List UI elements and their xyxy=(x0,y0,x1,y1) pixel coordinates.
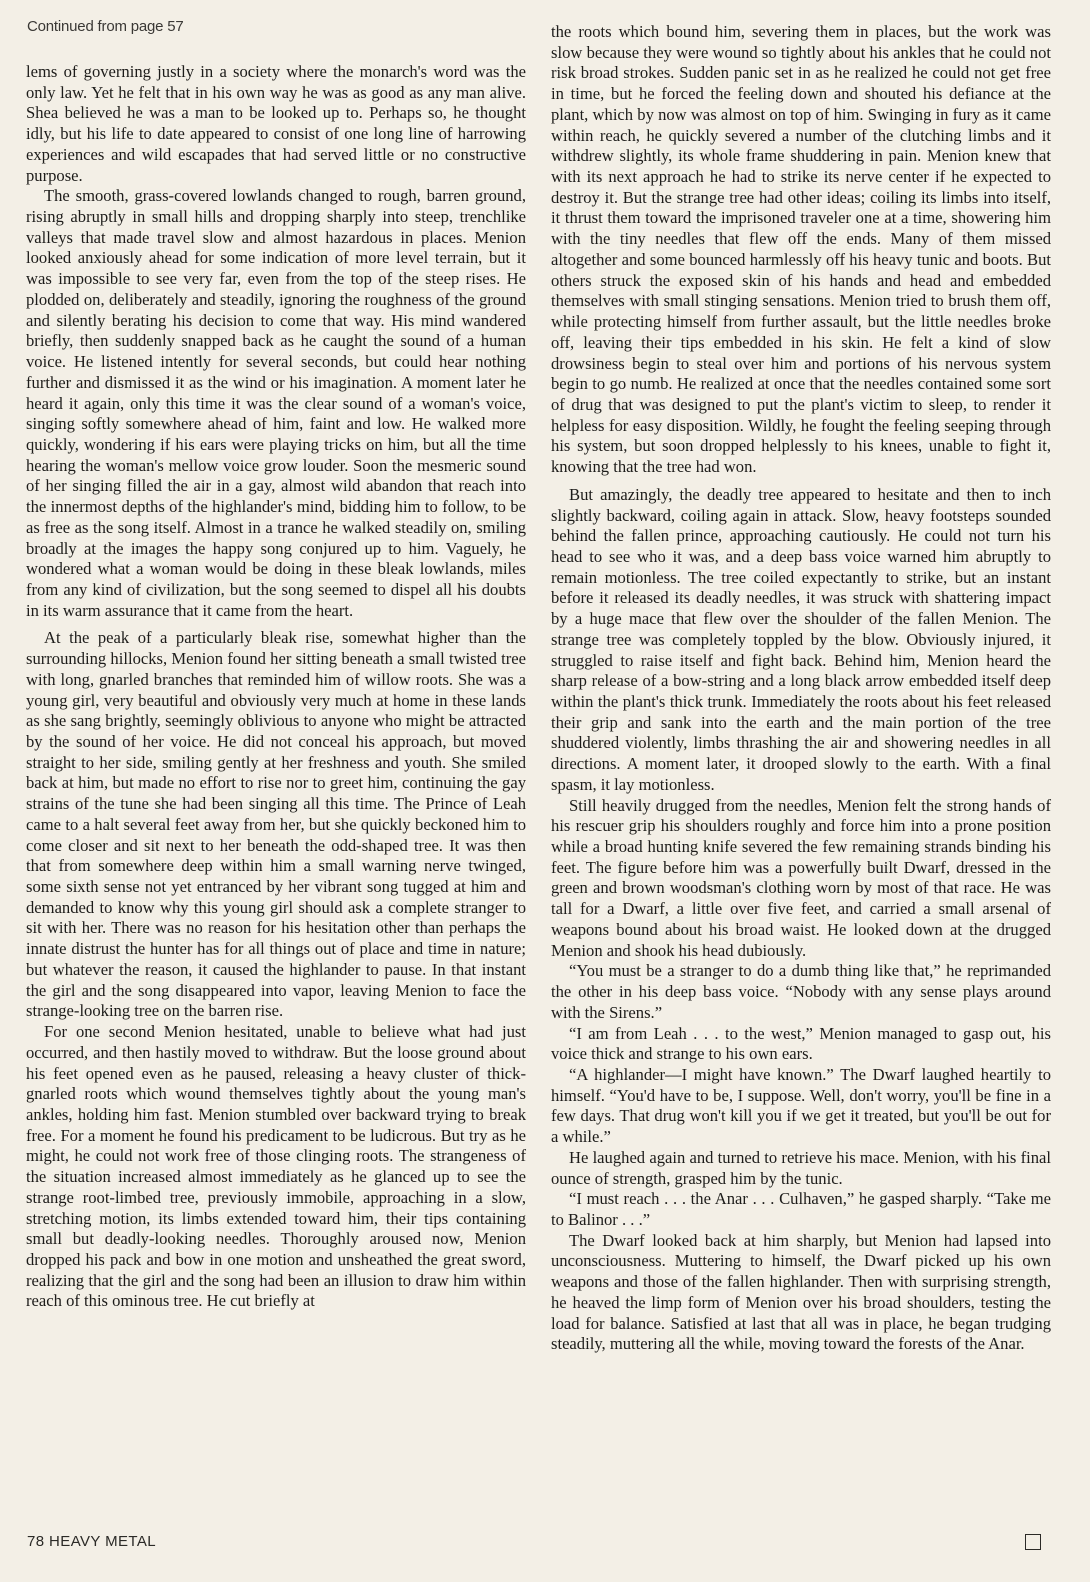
paragraph: the roots which bound him, severing them in places, but the work was slow because they were wound so tightly about his ankles that he could not risk broad strokes. Sudden panic set in as he realized he could not get free in time, but he forced the feeling down and shouted his defiance at the plant, which by now was almost on top of him. Swinging in fury as it came within reach, he quickly severed a number of the clutching limbs and it withdrew slightly, its whole frame shuddering in pain. Menion knew that with its next approach he had to strike its nerve center if he expected to destroy it. But the strange tree had other ideas; coiling its limbs into itself, it thrust them toward the imprisoned traveler one at a time, showering him with the tiny needles that flew off the ends. Many of them missed altogether and some bounced harmlessly off his heavy tunic and boots. But others struck the exposed skin of his hands and head and embedded themselves with small stinging sensations. Menion tried to brush them off, while protecting himself from further assault, but the little needles broke off, leaving their tips embedded in his skin. He felt a kind of slow drowsiness begin to steal over him and portions of his nervous system begin to go numb. He realized at once that the needles contained some sort of drug that was designed to put the plant's victim to sleep, to render it helpless for easy disposition. Wildly, he fought the feeling seeping through his system, but soon dropped helplessly to his knees, unable to fight it, knowing that the tree had won. xyxy=(551,22,1051,477)
right-column xyxy=(551,22,1051,1355)
paragraph: At the peak of a particularly bleak rise, somewhat higher than the surrounding hillocks, Menion found her sitting beneath a small twisted tree with long, gnarled branches that reminded him of willow roots. She was a young girl, very beautiful and obviously very much at home in these lands as she sang brightly, seemingly oblivious to anyone who might be attracted by the sound of her voice. He did not conceal his approach, but moved straight to her side, smiling gently at her freshness and youth. She smiled back at him, but made no effort to rise nor to greet him, continuing the gay strains of the tune she had been singing all this time. The Prince of Leah came to a halt several feet away from her, but she quickly beckoned him to come closer and sit next to her beneath the odd-shaped tree. It was then that from somewhere deep within him a small warning nerve twinged, some sixth sense not yet entranced by her vibrant song tugged at him and demanded to know why this young girl should ask a complete stranger to sit with her. There was no reason for his hesitation other than perhaps the innate distrust the hunter has for all things out of place and time in nature; but whatever the reason, it caused the highlander to pause. In that instant the girl and the song disappeared into vapor, leaving Menion to face the strange-looking tree on the barren rise. xyxy=(26,628,526,1021)
paragraph: The smooth, grass-covered lowlands changed to rough, barren ground, rising abruptly in small hills and dropping sharply into steep, trenchlike valleys that made travel slow and almost hazardous in places. Menion looked anxiously ahead for some indication of more level terrain, but it was impossible to see very far, even from the top of the steep rises. He plodded on, deliberately and steadily, ignoring the roughness of the ground and silently berating his decision to come that way. His mind wandered briefly, then suddenly snapped back as he caught the sound of a human voice. He listened intently for several seconds, but could hear nothing further and dismissed it as the wind or his imagination. A moment later he heard it again, only this time it was the clear sound of a woman's voice, singing softly somewhere ahead of him, faint and low. He walked more quickly, wondering if his ears were playing tricks on him, but all the time hearing the woman's mellow voice grow louder. Soon the mesmeric sound of her singing filled the air in a gay, almost wild abandon that reach into the innermost depths of the highlander's mind, bidding him to follow, to be as free as the song itself. Almost in a trance he walked steadily on, smiling broadly at the images the happy song conjured up to him. Vaguely, he wondered what a woman would be doing in these bleak lowlands, miles from any kind of civilization, but the song seemed to dispel all his doubts in its warm assurance that it came from the heart. xyxy=(26,186,526,620)
paragraph: “A highlander—I might have known.” The Dwarf laughed heartily to himself. “You'd have to be, I suppose. Well, don't worry, you'll be fine in a few days. That drug won't kill you if we get it treated, but you'll be out for a while.” xyxy=(551,1064,1051,1147)
paragraph: “You must be a stranger to do a dumb thing like that,” he reprimanded the other in his deep bass voice. “Nobody with any sense plays around with the Sirens.” xyxy=(551,961,1051,1022)
paragraph: Still heavily drugged from the needles, Menion felt the strong hands of his rescuer grip his shoulders roughly and force him into a prone position while a broad hunting knife severed the few remaining strands binding his feet. The figure before him was a powerfully built Dwarf, dressed in the green and brown woodsman's clothing worn by most of that race. He was tall for a Dwarf, a little over five feet, and carried a small arsenal of weapons bound about his broad waist. He looked down at the drugged Menion and shook his head dubiously. xyxy=(551,795,1051,960)
paragraph: For one second Menion hesitated, unable to believe what had just occurred, and then hastily moved to withdraw. But the loose ground about his feet opened even as he paused, releasing a heavy cluster of thick-gnarled roots which wound themselves tightly about the young man's ankles, holding him fast. Menion stumbled over backward trying to break free. For a moment he found his predicament to be ludicrous. But try as he might, he could not work free of those clinging roots. The strangeness of the situation increased almost immediately as he glanced up to see the strange root-limbed tree, previously immobile, approaching in a slow, stretching motion, its limbs extended toward him, their tips containing small but deadly-looking needles. Thoroughly aroused now, Menion dropped his pack and bow in one motion and unsheathed the great sword, realizing that the girl and the song had been an illusion to draw him within reach of this ominous tree. He cut briefly at xyxy=(26,1022,526,1311)
page-footer: 78 HEAVY METAL xyxy=(27,1533,156,1550)
paragraph: The Dwarf looked back at him sharply, but Menion had lapsed into unconsciousness. Muttering to himself, the Dwarf picked up his own weapons and those of the fallen highlander. Then with surprising strength, he heaved the limp form of Menion over his broad shoulders, testing the load for balance. Satisfied at last that all was in place, he began trudging steadily, muttering all the while, moving toward the forests of the Anar. xyxy=(551,1230,1051,1354)
end-of-story-square-icon xyxy=(1025,1534,1041,1550)
left-column xyxy=(26,62,526,1312)
paragraph: But amazingly, the deadly tree appeared to hesitate and then to inch slightly backward, coiling again in attack. Slow, heavy footsteps sounded behind the fallen prince, approaching cautiously. He could not turn his head to see who it was, and a deep bass voice warned him abruptly to remain motionless. The tree coiled expectantly to strike, but an instant before it released its deadly needles, it was struck with shattering impact by a huge mace that flew over the shoulder of the fallen Menion. The strange tree was completely toppled by the blow. Obviously injured, it struggled to raise itself and fight back. Behind him, Menion heard the sharp release of a bow-string and a long black arrow embedded itself deep within the plant's thick trunk. Immediately the roots about his feet released their grip and sank into the earth and the main portion of the tree shuddered violently, limbs thrashing the air and showering needles in all directions. A moment later, it drooped slowly to the earth. With a final spasm, it lay motionless. xyxy=(551,484,1051,794)
paragraph: lems of governing justly in a society where the monarch's word was the only law. Yet he felt that in his own way he was as good as any man alive. Shea believed he was a man to be looked up to. Perhaps so, he thought idly, but his life to date appeared to consist of one long line of harrowing experiences and wild escapades that had served little or no constructive purpose. xyxy=(26,62,526,185)
paragraph: “I must reach . . . the Anar . . . Culhaven,” he gasped sharply. “Take me to Balinor . . .” xyxy=(551,1189,1051,1229)
paragraph: He laughed again and turned to retrieve his mace. Menion, with his final ounce of strength, grasped him by the tunic. xyxy=(551,1147,1051,1188)
paragraph: “I am from Leah . . . to the west,” Menion managed to gasp out, his voice thick and strange to his own ears. xyxy=(551,1023,1051,1064)
continued-note: Continued from page 57 xyxy=(27,18,184,35)
